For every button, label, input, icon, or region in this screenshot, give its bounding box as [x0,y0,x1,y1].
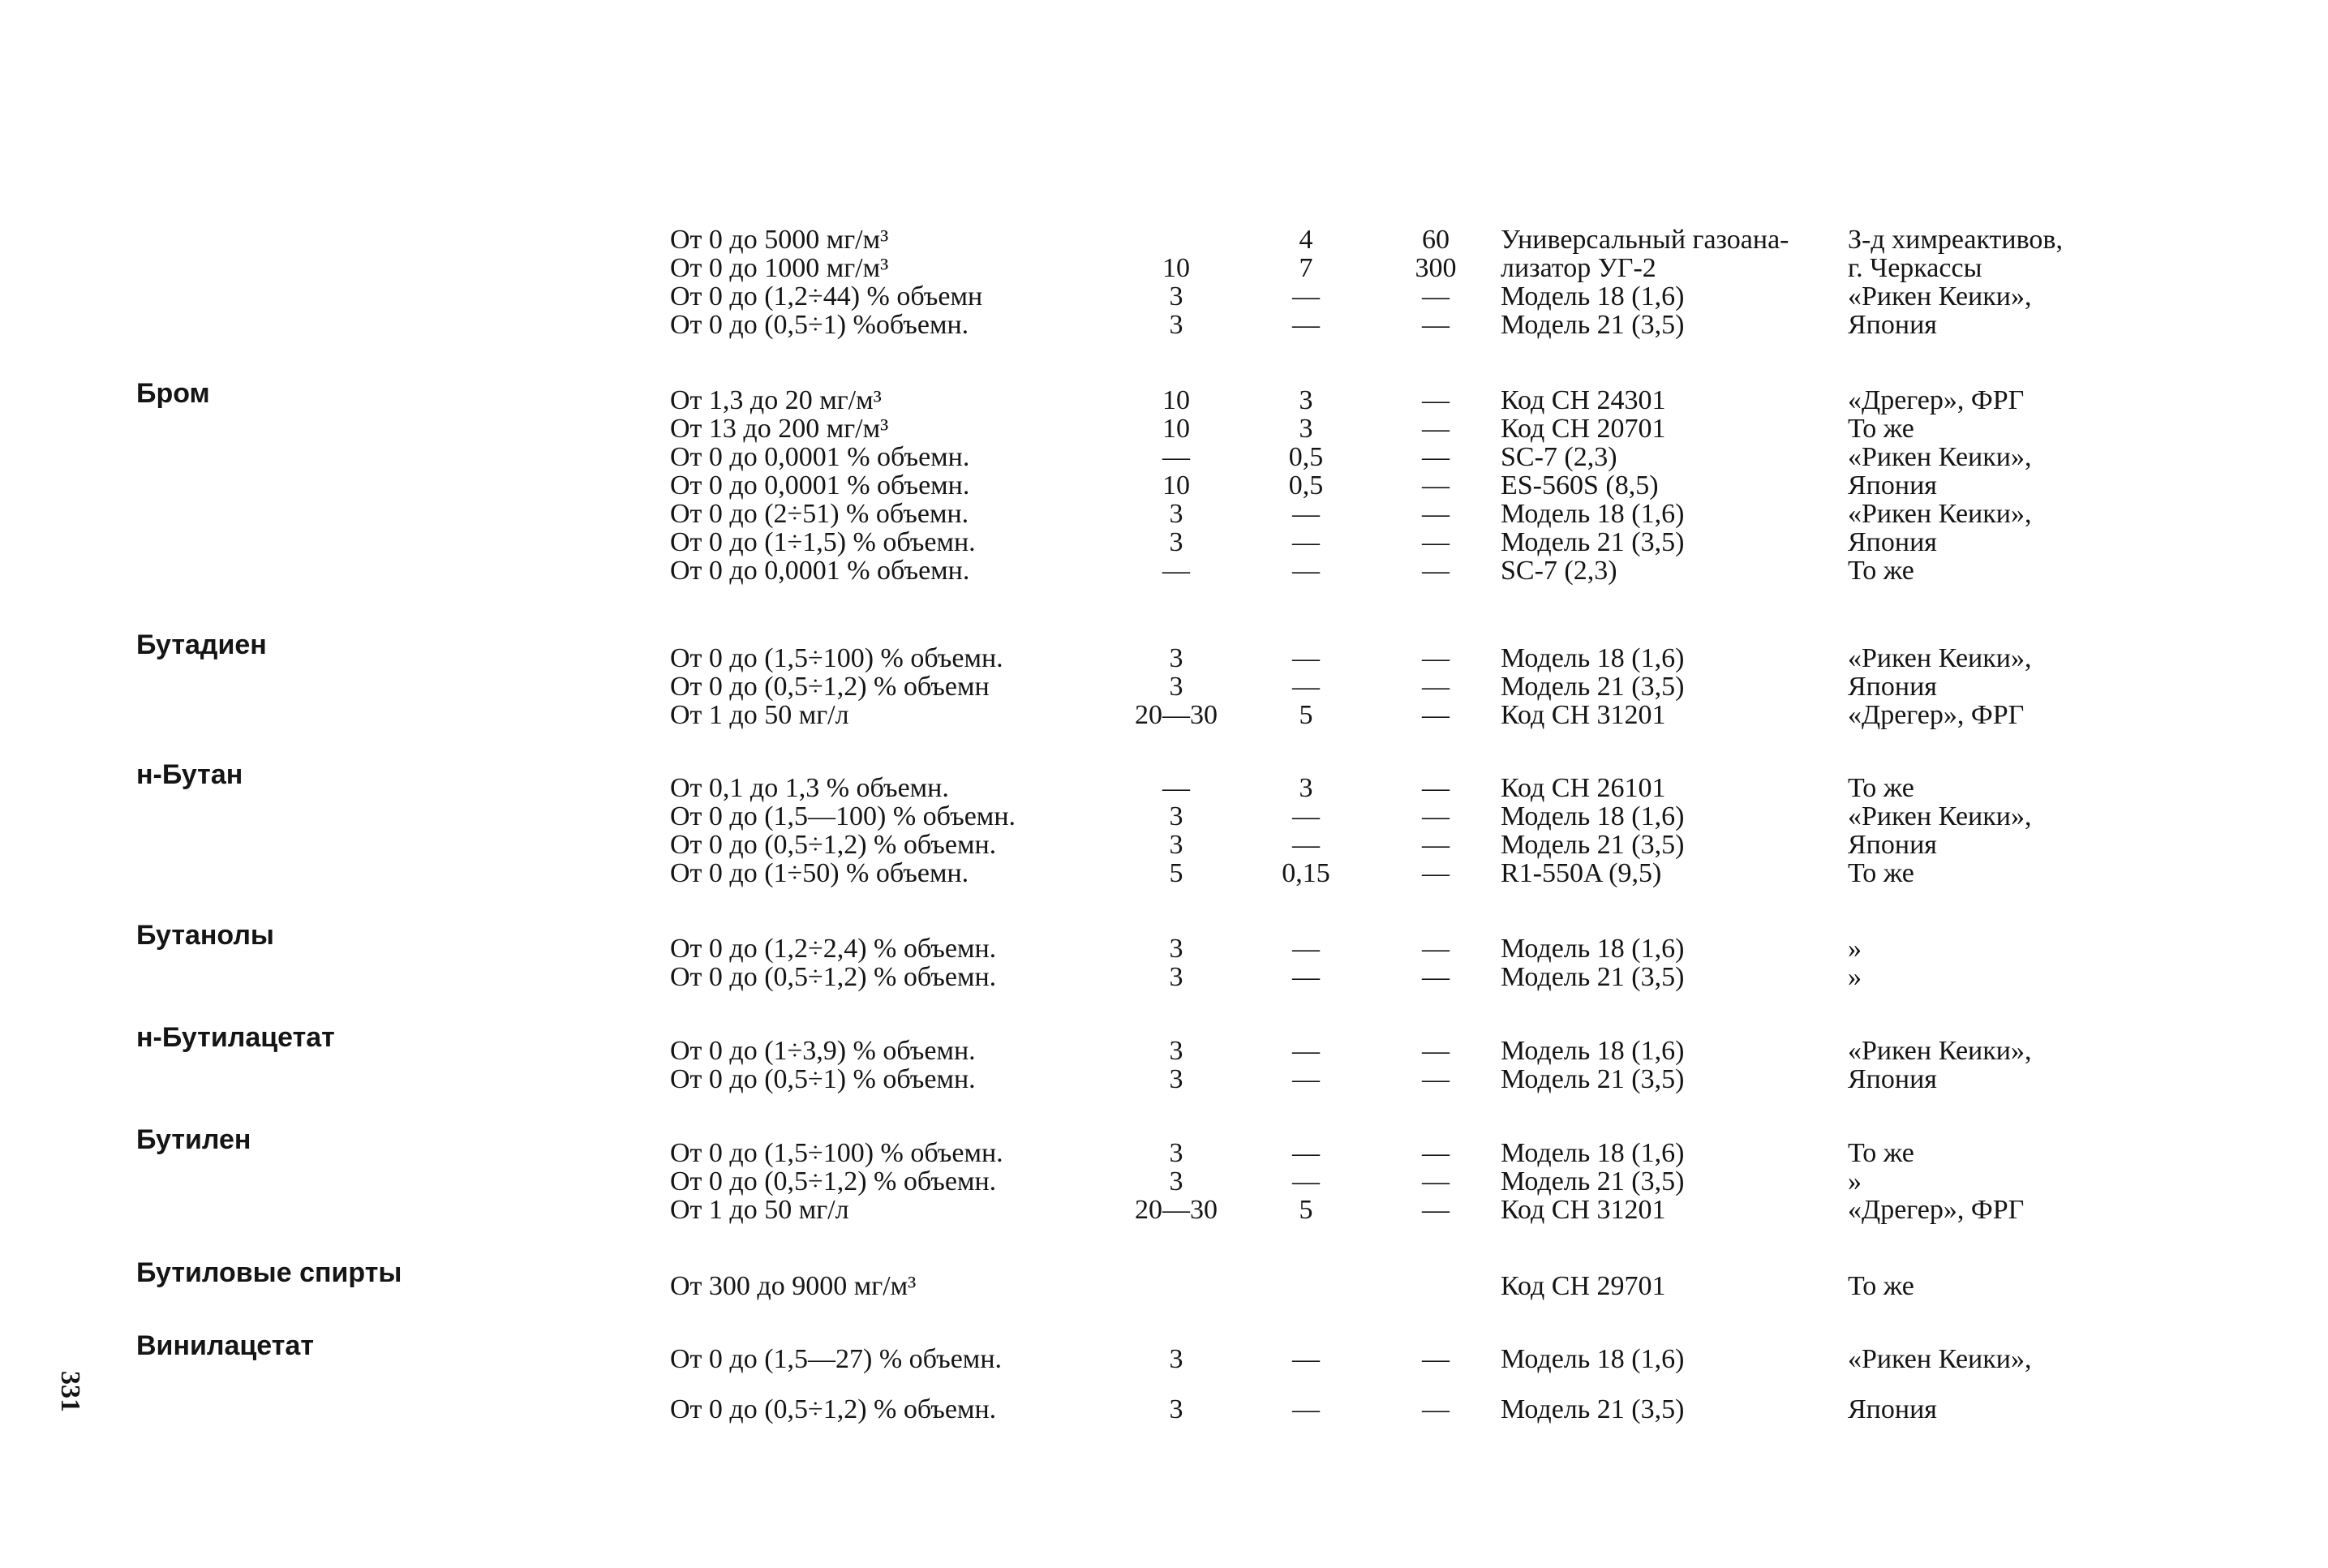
duration-value: — [1422,1064,1450,1094]
measurement-range: От 0 до (1,2÷2,4) % объемн. [670,934,997,964]
duration-value: — [1422,1166,1450,1196]
analysis-time: 3 [1299,773,1313,803]
instrument-name: Модель 18 (1,6) [1501,801,1685,831]
error-value: 3 [1169,934,1183,964]
error-value: 3 [1169,962,1183,992]
error-value: 5 [1169,858,1183,888]
analysis-time: 3 [1299,414,1313,444]
analysis-time: — [1292,1344,1320,1374]
table-row [0,774,2328,803]
manufacturer: З-д химреактивов, [1848,225,2063,255]
analysis-time: 0,5 [1288,442,1324,472]
manufacturer: «Рикен Кеики», [1848,499,2032,529]
measurement-range: От 1 до 50 мг/л [670,1195,849,1225]
instrument-name: Модель 21 (3,5) [1501,1394,1685,1424]
instrument-name: Универсальный газоана- [1501,225,1789,255]
duration-value: — [1422,442,1450,472]
table-row [0,1139,2328,1168]
manufacturer: То же [1848,414,1914,444]
table-row [0,556,2328,586]
measurement-range: От 0 до (1÷3,9) % объемн. [670,1036,976,1066]
table-row [0,859,2328,888]
table-row [0,831,2328,860]
measurement-range: От 0 до 0,0001 % объемн. [670,442,970,472]
measurement-range: От 0 до (1,5—100) % объемн. [670,801,1016,831]
instrument-name: Модель 21 (3,5) [1501,527,1685,557]
measurement-range: От 0 до (0,5÷1,2) % объемн. [670,1166,997,1196]
measurement-range: От 0 до (1,5÷100) % объемн. [670,1138,1003,1168]
error-value: 3 [1169,310,1183,340]
analysis-time: 0,15 [1282,858,1330,888]
table-row [0,471,2328,500]
duration-value: — [1422,643,1450,673]
analysis-time: 3 [1299,385,1313,415]
table-row [0,963,2328,992]
manufacturer: «Рикен Кеики», [1848,281,2032,311]
table-row [0,644,2328,673]
analysis-time: — [1292,1166,1320,1196]
table-row [0,1395,2328,1424]
error-value: 3 [1169,1344,1183,1374]
measurement-range: От 0 до (1,5—27) % объемн. [670,1344,1003,1374]
substance-name: Бром [136,378,210,409]
measurement-range: От 300 до 9000 мг/м³ [670,1271,917,1301]
substance-name: Бутадиен [136,629,267,660]
error-value: 10 [1162,253,1190,283]
manufacturer: Япония [1848,1064,1937,1094]
analysis-time: 0,5 [1288,470,1324,500]
instrument-name: лизатор УГ-2 [1501,253,1656,283]
measurement-range: От 0 до (1÷50) % объемн. [670,858,969,888]
manufacturer: «Рикен Кеики», [1848,643,2032,673]
instrument-name: Модель 21 (3,5) [1501,310,1685,340]
duration-value: — [1422,858,1450,888]
page-number: 331 [55,1371,85,1412]
duration-value: — [1422,773,1450,803]
measurement-range: От 0 до 0,0001 % объемн. [670,470,970,500]
analysis-time: — [1292,1138,1320,1168]
table-row [0,528,2328,557]
table-row [0,934,2328,964]
manufacturer: То же [1848,773,1914,803]
measurement-range: От 1,3 до 20 мг/м³ [670,385,882,415]
duration-value: — [1422,1195,1450,1225]
table-row [0,254,2328,283]
table-row [0,282,2328,311]
instrument-name: Модель 21 (3,5) [1501,672,1685,702]
instrument-name: Модель 21 (3,5) [1501,830,1685,860]
manufacturer: Япония [1848,830,1937,860]
instrument-name: Код СН 29701 [1501,1271,1666,1301]
error-value: 3 [1169,1064,1183,1094]
analysis-time: 5 [1299,700,1313,730]
measurement-range: От 0 до (1,5÷100) % объемн. [670,643,1003,673]
duration-value: 300 [1415,253,1457,283]
manufacturer: То же [1848,1271,1914,1301]
measurement-range: От 0 до 0,0001 % объемн. [670,556,970,586]
substance-name: Бутилен [136,1124,251,1155]
duration-value: — [1422,470,1450,500]
error-value: — [1162,442,1190,472]
duration-value: — [1422,672,1450,702]
analysis-time: — [1292,801,1320,831]
table-row [0,1272,2328,1301]
duration-value: — [1422,1138,1450,1168]
duration-value: — [1422,556,1450,586]
instrument-name: Код СН 26101 [1501,773,1666,803]
manufacturer: Япония [1848,310,1937,340]
table-row [0,802,2328,831]
table-row [0,1345,2328,1374]
analysis-time: — [1292,556,1320,586]
manufacturer: г. Черкассы [1848,253,1982,283]
analysis-time: — [1292,830,1320,860]
substance-name: Бутиловые спирты [136,1257,402,1288]
duration-value: — [1422,700,1450,730]
instrument-name: Код СН 31201 [1501,1195,1666,1225]
duration-value: — [1422,1394,1450,1424]
error-value: 3 [1169,801,1183,831]
measurement-range: От 0 до 5000 мг/м³ [670,225,889,255]
table-row [0,443,2328,472]
analysis-time: 7 [1299,253,1313,283]
measurement-range: От 0 до (0,5÷1,2) % объемн. [670,830,997,860]
duration-value: — [1422,934,1450,964]
duration-value: — [1422,830,1450,860]
manufacturer: » [1848,1166,1862,1196]
measurement-range: От 0 до (0,5÷1) %объемн. [670,310,969,340]
substance-name: Бутанолы [136,920,274,951]
instrument-name: Модель 18 (1,6) [1501,281,1685,311]
manufacturer: Япония [1848,1394,1937,1424]
substance-name: Винилацетат [136,1330,314,1361]
error-value: 3 [1169,643,1183,673]
instrument-name: Модель 18 (1,6) [1501,1344,1685,1374]
table-row [0,701,2328,730]
error-value: 3 [1169,527,1183,557]
duration-value: — [1422,801,1450,831]
analysis-time: 4 [1299,225,1313,255]
analysis-time: — [1292,934,1320,964]
manufacturer: «Дрегер», ФРГ [1848,700,2025,730]
duration-value: — [1422,281,1450,311]
measurement-range: От 0 до (0,5÷1,2) % объемн [670,672,990,702]
error-value: 3 [1169,499,1183,529]
measurement-range: От 0,1 до 1,3 % объемн. [670,773,949,803]
duration-value: — [1422,414,1450,444]
analysis-time: — [1292,643,1320,673]
table-row [0,226,2328,255]
analysis-time: — [1292,1064,1320,1094]
error-value: 3 [1169,1036,1183,1066]
error-value: 20—30 [1135,1195,1218,1225]
error-value: 3 [1169,1166,1183,1196]
error-value: 10 [1162,470,1190,500]
analysis-time: 5 [1299,1195,1313,1225]
duration-value: — [1422,310,1450,340]
instrument-name: Модель 18 (1,6) [1501,1138,1685,1168]
table-row [0,311,2328,340]
table-row [0,386,2328,415]
duration-value: — [1422,385,1450,415]
analysis-time: — [1292,672,1320,702]
manufacturer: » [1848,962,1862,992]
duration-value: — [1422,962,1450,992]
instrument-name: ES-560S (8,5) [1501,470,1659,500]
error-value: 3 [1169,830,1183,860]
instrument-name: Модель 21 (3,5) [1501,1064,1685,1094]
analysis-time: — [1292,310,1320,340]
measurement-range: От 0 до 1000 мг/м³ [670,253,889,283]
analysis-time: — [1292,1036,1320,1066]
duration-value: — [1422,527,1450,557]
manufacturer: Япония [1848,527,1937,557]
measurement-range: От 0 до (1÷1,5) % объемн. [670,527,976,557]
instrument-name: SC-7 (2,3) [1501,442,1617,472]
measurement-range: От 13 до 200 мг/м³ [670,414,889,444]
table-row [0,1167,2328,1196]
instrument-name: Модель 18 (1,6) [1501,934,1685,964]
measurement-range: От 0 до (2÷51) % объемн. [670,499,969,529]
manufacturer: Япония [1848,672,1937,702]
duration-value: 60 [1422,225,1450,255]
analysis-time: — [1292,527,1320,557]
measurement-range: От 0 до (0,5÷1,2) % объемн. [670,962,997,992]
manufacturer: «Рикен Кеики», [1848,1036,2032,1066]
error-value: — [1162,773,1190,803]
instrument-name: Код СН 31201 [1501,700,1666,730]
duration-value: — [1422,499,1450,529]
error-value: — [1162,556,1190,586]
instrument-name: Код СН 20701 [1501,414,1666,444]
manufacturer: «Рикен Кеики», [1848,801,2032,831]
table-row [0,672,2328,702]
manufacturer: «Дрегер», ФРГ [1848,385,2025,415]
measurement-range: От 0 до (0,5÷1) % объемн. [670,1064,976,1094]
error-value: 3 [1169,1138,1183,1168]
duration-value: — [1422,1036,1450,1066]
manufacturer: «Рикен Кеики», [1848,1344,2032,1374]
manufacturer: » [1848,934,1862,964]
table-row [0,1037,2328,1066]
table-row [0,1065,2328,1094]
instrument-name: Модель 21 (3,5) [1501,962,1685,992]
instrument-name: R1-550A (9,5) [1501,858,1662,888]
manufacturer: То же [1848,1138,1914,1168]
table-row [0,500,2328,529]
error-value: 3 [1169,1394,1183,1424]
analysis-time: — [1292,499,1320,529]
error-value: 10 [1162,385,1190,415]
measurement-range: От 0 до (0,5÷1,2) % объемн. [670,1394,997,1424]
table-row [0,415,2328,444]
error-value: 20—30 [1135,700,1218,730]
measurement-range: От 0 до (1,2÷44) % объемн [670,281,983,311]
measurement-range: От 1 до 50 мг/л [670,700,849,730]
substance-name: н-Бутилацетат [136,1022,335,1053]
manufacturer: «Рикен Кеики», [1848,442,2032,472]
instrument-name: SC-7 (2,3) [1501,556,1617,586]
table-row [0,1196,2328,1225]
analysis-time: — [1292,962,1320,992]
substance-name: н-Бутан [136,759,243,790]
manufacturer: То же [1848,858,1914,888]
duration-value: — [1422,1344,1450,1374]
instrument-name: Модель 18 (1,6) [1501,643,1685,673]
analysis-time: — [1292,281,1320,311]
analysis-time: — [1292,1394,1320,1424]
manufacturer: То же [1848,556,1914,586]
manufacturer: «Дрегер», ФРГ [1848,1195,2025,1225]
error-value: 3 [1169,672,1183,702]
error-value: 3 [1169,281,1183,311]
instrument-name: Модель 18 (1,6) [1501,499,1685,529]
manufacturer: Япония [1848,470,1937,500]
instrument-name: Код СН 24301 [1501,385,1666,415]
error-value: 10 [1162,414,1190,444]
instrument-name: Модель 21 (3,5) [1501,1166,1685,1196]
instrument-name: Модель 18 (1,6) [1501,1036,1685,1066]
